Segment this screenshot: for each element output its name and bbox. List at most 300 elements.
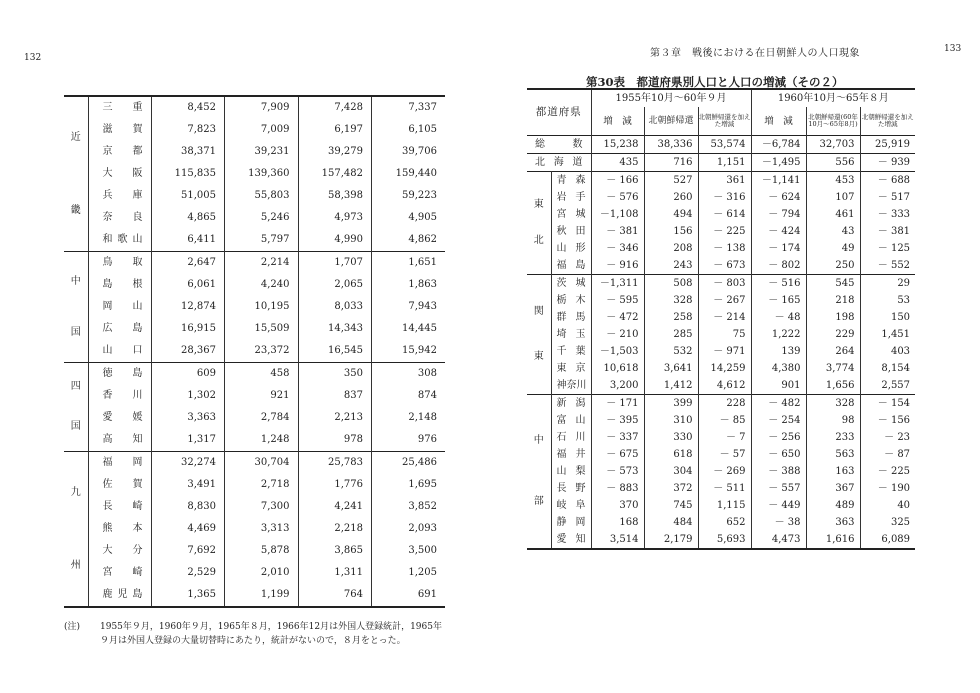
table-row (64, 207, 445, 229)
prefecture-name: 鳥取 (88, 252, 151, 275)
value-cell: 38,336 (644, 136, 698, 154)
value-cell: 2,213 (298, 407, 372, 429)
value-cell: 372 (644, 480, 698, 497)
value-cell: 7,009 (225, 119, 299, 141)
value-cell: － 171 (591, 395, 644, 413)
table-row (64, 141, 445, 163)
table-row (527, 531, 915, 549)
prefecture-name: 青森 (551, 172, 591, 190)
value-cell: 4,990 (298, 229, 372, 252)
value-cell: 1,311 (298, 562, 372, 584)
region-char: 国 (70, 421, 81, 432)
value-cell: － 576 (591, 189, 644, 206)
prefecture-name: 神奈川 (551, 377, 591, 395)
value-cell: 545 (806, 275, 860, 293)
table-row (64, 452, 445, 475)
value-cell: － 174 (751, 240, 806, 257)
prefecture-name: 富山 (551, 412, 591, 429)
value-cell: 3,865 (298, 540, 372, 562)
prefecture-name: 宮崎 (88, 562, 151, 584)
value-cell: 260 (644, 189, 698, 206)
value-cell: － 595 (591, 292, 644, 309)
value-cell: 691 (417, 589, 437, 600)
region-char: 四 (70, 381, 81, 392)
table-row (527, 514, 915, 531)
value-cell: 8,452 (151, 96, 225, 119)
value-cell: 4,865 (151, 207, 225, 229)
value-cell: － 688 (860, 172, 915, 190)
region-char: 近 (70, 131, 81, 143)
value-cell: 563 (806, 446, 860, 463)
prefecture-name: 愛知 (551, 531, 591, 549)
value-cell: 4,905 (408, 212, 437, 223)
value-cell: 233 (806, 429, 860, 446)
value-cell: 3,774 (806, 360, 860, 377)
row-label: 総 数 (527, 136, 591, 154)
value-cell: － 449 (751, 497, 806, 514)
value-cell: － 210 (591, 326, 644, 343)
value-cell: － 803 (698, 275, 751, 293)
value-cell: 328 (806, 395, 860, 413)
value-cell: 2,529 (151, 562, 225, 584)
value-cell: 3,491 (151, 474, 225, 496)
value-cell: 39,231 (225, 141, 299, 163)
value-cell: 39,706 (402, 146, 437, 157)
prefecture-name: 宮城 (551, 206, 591, 223)
value-cell: 7,300 (225, 496, 299, 518)
value-cell: 618 (644, 446, 698, 463)
table-row (527, 360, 915, 377)
table-row (527, 172, 915, 190)
value-cell: 330 (644, 429, 698, 446)
value-cell: 15,942 (402, 345, 437, 356)
value-cell: 6,061 (151, 274, 225, 296)
value-cell: － 48 (751, 309, 806, 326)
value-cell: 4,862 (408, 234, 437, 245)
value-cell: 399 (644, 395, 698, 413)
chapter-header: 第３章 戦後における在日朝鮮人の人口現象 (650, 48, 860, 59)
prefecture-name: 静岡 (551, 514, 591, 531)
value-cell: － 214 (698, 309, 751, 326)
value-cell: － 916 (591, 257, 644, 275)
table-row (527, 446, 915, 463)
region-char: 東 (533, 350, 544, 362)
table-row (64, 518, 445, 540)
value-cell: 168 (591, 514, 644, 531)
region-char: 州 (70, 559, 81, 571)
prefecture-name: 和歌山 (88, 229, 151, 252)
value-cell: － 424 (751, 223, 806, 240)
table-row (64, 274, 445, 296)
value-cell: 250 (806, 257, 860, 275)
value-cell: － 156 (877, 414, 911, 426)
table-row (527, 257, 915, 275)
region-label (64, 96, 88, 252)
table-row (527, 377, 915, 395)
value-cell: 310 (644, 412, 698, 429)
region-label-text (527, 410, 551, 533)
prefecture-name: 熊本 (88, 518, 151, 540)
region-char: 国 (70, 326, 81, 338)
prefecture-name: 山梨 (551, 463, 591, 480)
value-cell: － 225 (877, 465, 911, 477)
prefecture-name: 佐賀 (88, 474, 151, 496)
value-cell: － 166 (591, 172, 644, 190)
value-cell: －1,108 (591, 206, 644, 223)
region-char: 関 (533, 306, 544, 318)
footnote-label: (注) (64, 622, 81, 632)
prefecture-name: 徳島 (88, 363, 151, 386)
value-cell: 8,033 (298, 296, 372, 318)
value-cell: 3,852 (408, 501, 437, 512)
value-cell: 1,248 (225, 429, 299, 452)
region-label (527, 275, 551, 395)
value-cell: 556 (806, 154, 860, 172)
prefecture-name: 岩手 (551, 189, 591, 206)
prefecture-name: 山口 (88, 340, 151, 363)
value-cell: 98 (806, 412, 860, 429)
prefecture-name: 秋田 (551, 223, 591, 240)
value-cell: 361 (698, 172, 751, 190)
value-cell: 4,241 (298, 496, 372, 518)
value-cell: 2,557 (881, 379, 911, 391)
value-cell: 1,451 (881, 328, 911, 340)
header-period-2: 1960年10月～65年８月 (777, 92, 889, 104)
region-label-text (64, 101, 88, 247)
value-cell: 40 (897, 499, 911, 511)
subheader-repatriation-2: 北朝鮮帰還(60年10月～65年8月) (806, 107, 860, 136)
prefecture-name: 広島 (88, 318, 151, 340)
value-cell: 3,313 (225, 518, 299, 540)
value-cell: － 346 (591, 240, 644, 257)
value-cell: 156 (644, 223, 698, 240)
value-cell: 458 (225, 363, 299, 386)
value-cell: 25,783 (298, 452, 372, 475)
value-cell: 976 (417, 434, 437, 445)
value-cell: 484 (644, 514, 698, 531)
value-cell: 10,618 (591, 360, 644, 377)
value-cell: 1,707 (298, 252, 372, 275)
table-row (64, 540, 445, 562)
value-cell: 1,205 (408, 567, 437, 578)
value-cell: 7,337 (408, 102, 437, 113)
value-cell: 3,641 (644, 360, 698, 377)
value-cell: － 269 (698, 463, 751, 480)
prefecture-name: 長崎 (88, 496, 151, 518)
value-cell: － 552 (877, 259, 911, 271)
value-cell: 30,704 (225, 452, 299, 475)
value-cell: 1,199 (225, 584, 299, 607)
value-cell: 157,482 (298, 163, 372, 185)
value-cell: 652 (698, 514, 751, 531)
value-cell: 115,835 (151, 163, 225, 185)
table-row (64, 252, 445, 275)
value-cell: 43 (806, 223, 860, 240)
table-row (527, 429, 915, 446)
value-cell: 39,279 (298, 141, 372, 163)
table-row (527, 463, 915, 480)
value-cell: － 482 (751, 395, 806, 413)
value-cell: 2,148 (408, 412, 437, 423)
table-title: 第30表 都道府県別人口と人口の増減（その２） (586, 75, 844, 89)
prefecture-name: 福井 (551, 446, 591, 463)
value-cell: 15,238 (591, 136, 644, 154)
value-cell: 4,380 (751, 360, 806, 377)
value-cell: 609 (151, 363, 225, 386)
table-row (64, 96, 445, 119)
value-cell: 3,200 (591, 377, 644, 395)
prefecture-name: 群馬 (551, 309, 591, 326)
table-row (64, 163, 445, 185)
value-cell: 23,372 (225, 340, 299, 363)
region-label (64, 252, 88, 363)
prefecture-name: 奈良 (88, 207, 151, 229)
value-cell: 1,616 (806, 531, 860, 549)
value-cell: － 388 (751, 463, 806, 480)
value-cell: 228 (698, 395, 751, 413)
value-cell: 6,411 (151, 229, 225, 252)
value-cell: 1,651 (372, 252, 446, 275)
value-cell: 1,317 (151, 429, 225, 452)
value-cell: 325 (890, 516, 911, 528)
value-cell: － 472 (591, 309, 644, 326)
value-cell: 15,509 (225, 318, 299, 340)
region-char: 中 (533, 434, 544, 446)
value-cell: 3,500 (408, 545, 437, 556)
value-cell: － 675 (591, 446, 644, 463)
value-cell: － 650 (751, 446, 806, 463)
table-row (64, 185, 445, 207)
prefecture-name: 茨城 (551, 275, 591, 293)
value-cell: 5,246 (225, 207, 299, 229)
value-cell: 264 (806, 343, 860, 360)
value-cell: 25,486 (372, 452, 446, 475)
value-cell: 32,703 (806, 136, 860, 154)
value-cell: － 333 (877, 208, 911, 220)
prefecture-name: 福岡 (88, 452, 151, 475)
value-cell: 49 (806, 240, 860, 257)
table-row (527, 412, 915, 429)
value-cell: 1,151 (698, 154, 751, 172)
table-row (64, 318, 445, 340)
value-cell: 2,010 (225, 562, 299, 584)
right-population-change-table (527, 88, 915, 550)
table-row (64, 229, 445, 252)
region-label (527, 395, 551, 550)
value-cell: 8,154 (881, 362, 911, 374)
value-cell: － 87 (884, 448, 911, 460)
prefecture-name: 島根 (88, 274, 151, 296)
value-cell: － 511 (698, 480, 751, 497)
prefecture-name: 岡山 (88, 296, 151, 318)
value-cell: 2,218 (298, 518, 372, 540)
subheader-adjusted-1: 北朝鮮帰還を加えた増減 (698, 107, 751, 136)
value-cell: － 7 (698, 429, 751, 446)
value-cell: － 256 (751, 429, 806, 446)
prefecture-name: 香川 (88, 385, 151, 407)
value-cell: 16,545 (298, 340, 372, 363)
value-cell: 3,514 (591, 531, 644, 549)
header-period-1: 1955年10月～60年９月 (591, 89, 751, 107)
value-cell: － 254 (751, 412, 806, 429)
value-cell: 2,784 (225, 407, 299, 429)
value-cell: 7,909 (225, 96, 299, 119)
header-prefecture: 都道府県 (527, 89, 591, 136)
value-cell: 745 (644, 497, 698, 514)
value-cell: 2,065 (298, 274, 372, 296)
value-cell: 218 (806, 292, 860, 309)
value-cell: 403 (890, 345, 911, 357)
value-cell: 978 (298, 429, 372, 452)
value-cell: 328 (644, 292, 698, 309)
value-cell: － 38 (751, 514, 806, 531)
value-cell: 51,005 (151, 185, 225, 207)
value-cell: 10,195 (225, 296, 299, 318)
table-row (527, 275, 915, 293)
value-cell: 53 (897, 294, 911, 306)
value-cell: 38,371 (151, 141, 225, 163)
value-cell: 285 (644, 326, 698, 343)
table-row (64, 407, 445, 429)
table-row (527, 497, 915, 514)
table-row (64, 584, 445, 607)
prefecture-name: 岐阜 (551, 497, 591, 514)
value-cell: 7,823 (151, 119, 225, 141)
value-cell: 25,919 (860, 136, 915, 154)
region-label (527, 172, 551, 275)
value-cell: － 85 (698, 412, 751, 429)
region-label (64, 363, 88, 452)
prefecture-name: 大阪 (88, 163, 151, 185)
value-cell: 14,445 (402, 323, 437, 334)
prefecture-name: 石川 (551, 429, 591, 446)
value-cell: －1,495 (751, 154, 806, 172)
value-cell: － 557 (751, 480, 806, 497)
value-cell: 28,367 (151, 340, 225, 363)
right-page-number: 133 (944, 44, 962, 54)
value-cell: 6,089 (881, 533, 911, 545)
region-char: 畿 (70, 204, 81, 216)
table-row (64, 429, 445, 452)
value-cell: 4,973 (298, 207, 372, 229)
value-cell: 163 (806, 463, 860, 480)
value-cell: 5,693 (698, 531, 751, 549)
value-cell: 12,874 (151, 296, 225, 318)
region-label-text (527, 290, 551, 379)
value-cell: － 614 (698, 206, 751, 223)
value-cell: －6,784 (751, 136, 806, 154)
prefecture-name: 福島 (551, 257, 591, 275)
value-cell: － 267 (698, 292, 751, 309)
value-cell: 1,695 (408, 479, 437, 490)
table-row (527, 240, 915, 257)
value-cell: 139 (751, 343, 806, 360)
value-cell: 1,365 (151, 584, 225, 607)
value-cell: 58,398 (298, 185, 372, 207)
value-cell: 2,718 (225, 474, 299, 496)
value-cell: 1,302 (151, 385, 225, 407)
value-cell: － 802 (751, 257, 806, 275)
region-char: 部 (533, 496, 544, 508)
footnote-text: 1955年９月，1960年９月，1965年８月，1966年12月は外国人登録統計，1965年９月は外国人登録の大量切替時にあたり，統計がないので，８月をとった。 (100, 622, 442, 646)
value-cell: 527 (644, 172, 698, 190)
row-label: 北海道 (527, 154, 591, 172)
value-cell: 150 (890, 311, 911, 323)
prefecture-name: 大分 (88, 540, 151, 562)
value-cell: 370 (591, 497, 644, 514)
value-cell: － 395 (591, 412, 644, 429)
value-cell: － 125 (877, 242, 911, 254)
value-cell: 8,830 (151, 496, 225, 518)
value-cell: －1,141 (751, 172, 806, 190)
table-row (64, 296, 445, 318)
value-cell: 258 (644, 309, 698, 326)
table-row (64, 496, 445, 518)
prefecture-name: 三重 (88, 96, 151, 119)
value-cell: 367 (806, 480, 860, 497)
value-cell: 435 (591, 154, 644, 172)
value-cell: 304 (644, 463, 698, 480)
value-cell: 159,440 (395, 168, 437, 179)
value-cell: 198 (806, 309, 860, 326)
value-cell: 508 (644, 275, 698, 293)
subheader-repatriation-1: 北朝鮮帰還 (644, 107, 698, 136)
table-row (527, 309, 915, 326)
value-cell: － 517 (877, 191, 911, 203)
region-label-text (64, 456, 88, 602)
region-char: 中 (70, 275, 81, 287)
value-cell: 350 (298, 363, 372, 386)
table-row (527, 189, 915, 206)
value-cell: 5,797 (225, 229, 299, 252)
prefecture-name: 兵庫 (88, 185, 151, 207)
value-cell: 14,343 (298, 318, 372, 340)
value-cell: 7,943 (408, 301, 437, 312)
prefecture-name: 愛媛 (88, 407, 151, 429)
value-cell: － 516 (751, 275, 806, 293)
value-cell: －1,503 (591, 343, 644, 360)
value-cell: 1,863 (408, 279, 437, 290)
region-char: 九 (70, 486, 81, 498)
subheader-change-2: 増 減 (751, 107, 806, 136)
value-cell: － 57 (698, 446, 751, 463)
table-row (527, 292, 915, 309)
value-cell: 229 (806, 326, 860, 343)
value-cell: 243 (644, 257, 698, 275)
left-population-table (64, 95, 445, 608)
value-cell: 4,469 (151, 518, 225, 540)
prefecture-name: 高知 (88, 429, 151, 452)
value-cell: 874 (417, 390, 437, 401)
value-cell: － 23 (884, 431, 911, 443)
value-cell: － 794 (751, 206, 806, 223)
value-cell: 1,222 (751, 326, 806, 343)
value-cell: － 225 (698, 223, 751, 240)
value-cell: 901 (751, 377, 806, 395)
value-cell: 6,105 (408, 124, 437, 135)
value-cell: － 190 (877, 482, 911, 494)
value-cell: － 381 (591, 223, 644, 240)
value-cell: － 673 (698, 257, 751, 275)
table-row (527, 154, 915, 172)
value-cell: 29 (860, 275, 915, 293)
value-cell: 55,803 (225, 185, 299, 207)
region-label-text (527, 187, 551, 259)
prefecture-name: 京都 (88, 141, 151, 163)
subheader-adjusted-2: 北朝鮮帰還を加えた増減 (861, 113, 914, 128)
table-row (64, 562, 445, 584)
value-cell: 4,240 (225, 274, 299, 296)
